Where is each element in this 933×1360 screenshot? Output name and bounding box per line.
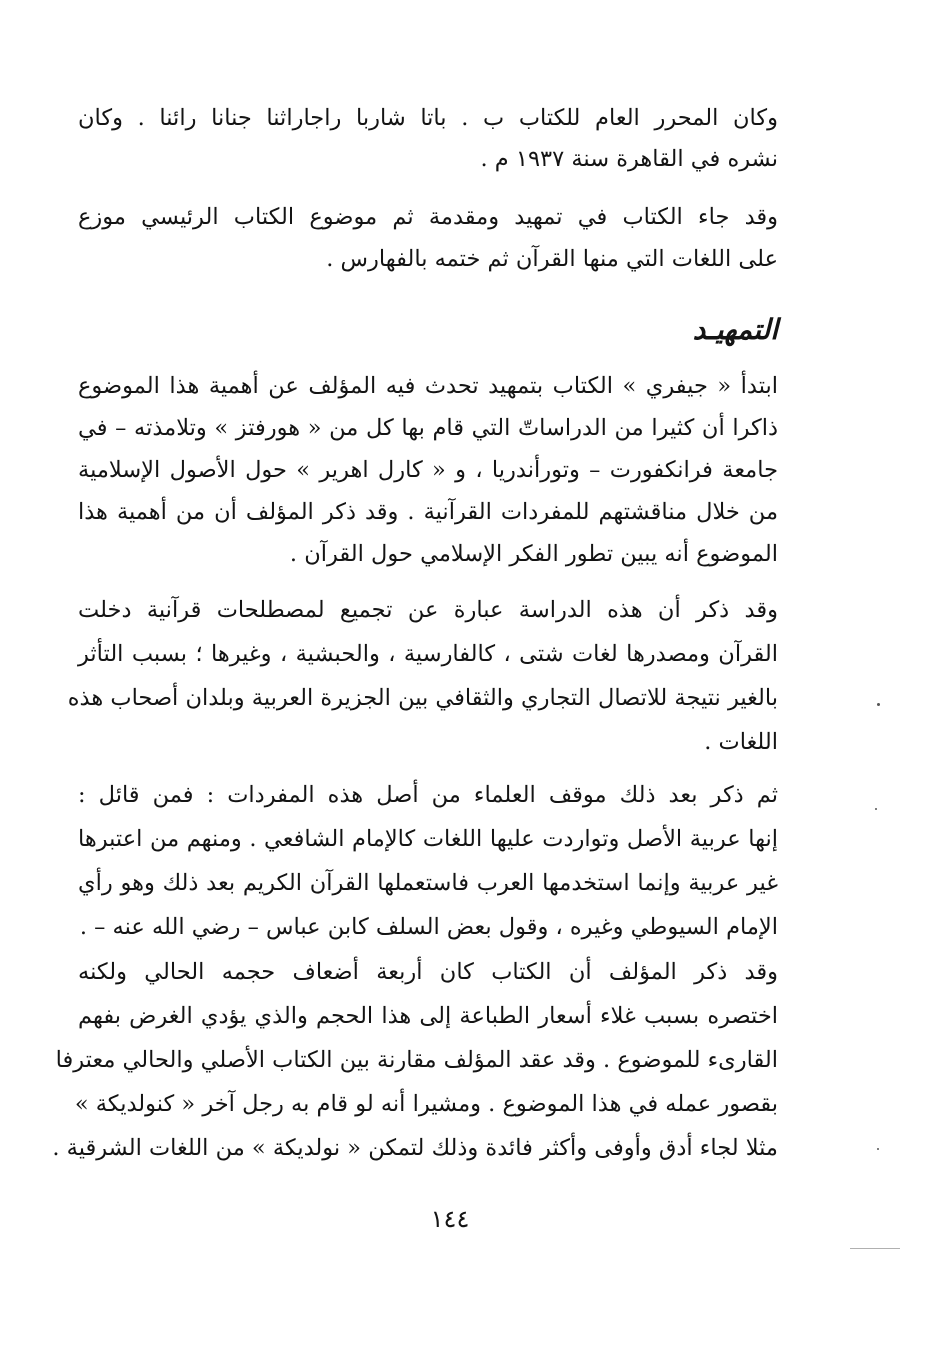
page-number: ١٤٤ <box>430 1205 470 1233</box>
paragraph-line: الموضوع أنه يبين تطور الفكر الإسلامي حول القرآن . <box>289 541 778 567</box>
paragraph-line: اللغات . <box>704 729 778 755</box>
paragraph-line: غير عربية وإنما استخدمها العرب فاستعملها القرآن الكريم بعد ذلك وهو رأي <box>78 870 778 896</box>
paragraph-line: ثم ذكر بعد ذلك موقف العلماء من أصل هذه المفردات : فمن قائل : <box>78 782 778 808</box>
scan-speck <box>877 1148 879 1150</box>
scan-edge-mark <box>850 1248 900 1249</box>
scan-speck <box>877 703 880 706</box>
paragraph-line: نشره في القاهرة سنة ١٩٣٧ م . <box>480 146 778 172</box>
paragraph-line: على اللغات التي منها القرآن ثم ختمه بالفهارس . <box>326 246 778 272</box>
paragraph-line: ذاكرا أن كثيرا من الدراساتّ التي قام بها كل من « هورفتز » وتلامذته – في <box>78 415 778 441</box>
paragraph-line: جامعة فرانكفورت – وتورأندريا ، و « كارل اهرير » حول الأصول الإسلامية <box>78 457 778 483</box>
paragraph-line: مثلا لجاء أدق وأوفى وأكثر فائدة وذلك لتمكن « نولديكة » من اللغات الشرقية . <box>52 1135 778 1161</box>
paragraph-line: بالغير نتيجة للاتصال التجاري والثقافي بين الجزيرة العربية وبلدان أصحاب هذه <box>67 685 778 711</box>
paragraph-line: من خلال مناقشتهم للمفردات القرآنية . وقد ذكر المؤلف أن من أهمية هذا <box>78 499 778 525</box>
paragraph-line: إنها عربية الأصل وتواردت عليها اللغات كالإمام الشافعي . ومنهم من اعتبرها <box>78 826 778 852</box>
paragraph-line: وكان المحرر العام للكتاب ب . باتا شاربا راجاراثنا جنانا رائنا . وكان <box>78 105 778 131</box>
paragraph-line: بقصور عمله في هذا الموضوع . ومشيرا أنه لو قام به رجل آخر « كنولديكة » <box>74 1091 778 1117</box>
paragraph-line: وقد جاء الكتاب في تمهيد ومقدمة ثم موضوع الكتاب الرئيسي موزع <box>78 204 778 230</box>
paragraph-line: الإمام السيوطي وغيره ، وقول بعض السلف كابن عباس – رضي الله عنه – . <box>79 914 778 940</box>
paragraph-line: القارىء للموضوع . وقد عقد المؤلف مقارنة بين الكتاب الأصلي والحالي معترفا <box>55 1047 778 1073</box>
paragraph-line: وقد ذكر أن هذه الدراسة عبارة عن تجميع لمصطلحات قرآنية دخلت <box>78 597 778 623</box>
scan-speck <box>875 808 877 810</box>
paragraph-line: القرآن ومصدرها لغات شتى ، كالفارسية ، والحبشية ، وغيرها ؛ بسبب التأثر <box>78 641 778 667</box>
section-heading: التمهيـد <box>692 313 778 346</box>
paragraph-line: وقد ذكر المؤلف أن الكتاب كان أربعة أضعاف حجمه الحالي ولكنه <box>78 959 778 985</box>
paragraph-line: اختصره بسبب غلاء أسعار الطباعة إلى هذا الحجم والذي يؤدي الغرض بفهم <box>78 1003 778 1029</box>
paragraph-line: ابتدأ « جيفري » الكتاب بتمهيد تحدث فيه المؤلف عن أهمية هذا الموضوع <box>78 373 778 399</box>
